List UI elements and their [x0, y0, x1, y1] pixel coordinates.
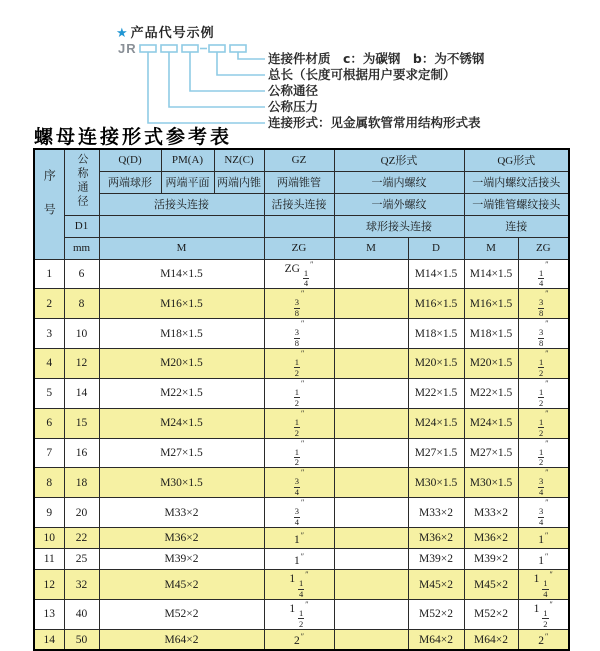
table-row — [34, 570, 569, 600]
zg-thread-cell: $\frac{3}{4}$ ″ — [264, 498, 334, 528]
zg-thread-cell: $\frac{1}{2}$ ″ — [264, 438, 334, 468]
table-row — [34, 468, 569, 498]
m-thread-cell: M64×2 — [99, 629, 264, 650]
qz-m-cell — [334, 629, 408, 650]
qg-m-cell: M24×1.5 — [464, 408, 518, 438]
header-thread-qz-d: D — [408, 237, 464, 259]
header-conn-qz: 一端外螺纹 — [334, 193, 464, 215]
header-type-qz: 一端内螺纹 — [334, 171, 464, 193]
qz-d-cell: M18×1.5 — [408, 319, 464, 349]
header-group-qz: QZ形式 — [334, 149, 464, 171]
qg-m-cell: M27×1.5 — [464, 438, 518, 468]
qz-m-cell — [334, 599, 408, 629]
label-connection: 连接形式：见金属软管常用结构形式表 — [268, 115, 481, 130]
qg-m-cell: M64×2 — [464, 629, 518, 650]
diagram-title-text: 产品代号示例 — [130, 26, 215, 41]
header-blank-1 — [99, 215, 264, 237]
header-row-3 — [34, 193, 569, 215]
dn-mm-cell: 14 — [64, 378, 99, 408]
lead-line-connection — [148, 52, 265, 123]
label-diameter: 公称通径 — [268, 83, 319, 98]
qz-m-cell — [334, 549, 408, 570]
qz-m-cell — [334, 259, 408, 289]
m-thread-cell: M36×2 — [99, 528, 264, 549]
dn-mm-cell: 16 — [64, 438, 99, 468]
row-no-cell: 13 — [34, 599, 64, 629]
nut-connection-reference-table — [33, 148, 570, 651]
lead-line-length — [217, 52, 265, 75]
dn-mm-cell: 15 — [64, 408, 99, 438]
qz-d-cell: M33×2 — [408, 498, 464, 528]
header-index-label: 序号 — [42, 168, 57, 237]
row-no-cell: 14 — [34, 629, 64, 650]
qg-zg-cell: 1 $\frac{1}{4}$ ″ — [518, 570, 569, 600]
dn-mm-cell: 10 — [64, 319, 99, 349]
qg-m-cell: M39×2 — [464, 549, 518, 570]
header-thread-qz-m: M — [334, 237, 408, 259]
header-conn2-qz: 球形接头连接 — [334, 215, 464, 237]
zg-thread-cell: $\frac{3}{4}$ ″ — [264, 468, 334, 498]
qz-d-cell: M30×1.5 — [408, 468, 464, 498]
qg-zg-cell: $\frac{1}{2}$ ″ — [518, 438, 569, 468]
qz-m-cell — [334, 289, 408, 319]
table-row — [34, 599, 569, 629]
dn-mm-cell: 40 — [64, 599, 99, 629]
label-length: 总长（长度可根据用户要求定制） — [268, 67, 456, 82]
qz-d-cell: M24×1.5 — [408, 408, 464, 438]
qz-d-cell: M22×1.5 — [408, 378, 464, 408]
zg-thread-cell: $\frac{3}{8}$ ″ — [264, 319, 334, 349]
header-group-qg: QG形式 — [464, 149, 569, 171]
qz-d-cell: M16×1.5 — [408, 289, 464, 319]
qg-m-cell: M16×1.5 — [464, 289, 518, 319]
row-no-cell: 2 — [34, 289, 64, 319]
header-d1: D1 — [64, 215, 99, 237]
qg-zg-cell: 2″ — [518, 629, 569, 650]
qz-m-cell — [334, 319, 408, 349]
header-row-5 — [34, 237, 569, 259]
m-thread-cell: M27×1.5 — [99, 438, 264, 468]
row-no-cell: 5 — [34, 378, 64, 408]
qg-zg-cell: $\frac{3}{8}$ ″ — [518, 289, 569, 319]
table-row — [34, 289, 569, 319]
diagram-title — [116, 22, 215, 41]
qg-m-cell: M20×1.5 — [464, 349, 518, 379]
code-box-1 — [140, 45, 156, 52]
table-row — [34, 528, 569, 549]
label-pressure: 公称压力 — [268, 99, 319, 114]
qg-zg-cell: 1″ — [518, 528, 569, 549]
dn-mm-cell: 22 — [64, 528, 99, 549]
zg-thread-cell: 1 $\frac{1}{2}$ ″ — [264, 599, 334, 629]
header-index — [34, 149, 64, 259]
qg-m-cell: M45×2 — [464, 570, 518, 600]
qz-m-cell — [334, 349, 408, 379]
table-row — [34, 629, 569, 650]
qg-m-cell: M18×1.5 — [464, 319, 518, 349]
code-box-5 — [230, 45, 246, 52]
table-row — [34, 259, 569, 289]
qg-zg-cell: $\frac{3}{4}$ ″ — [518, 498, 569, 528]
header-blank-2 — [264, 215, 334, 237]
zg-thread-cell: $\frac{1}{2}$ ″ — [264, 408, 334, 438]
row-no-cell: 10 — [34, 528, 64, 549]
header-row-1 — [34, 149, 569, 171]
table-row — [34, 319, 569, 349]
qg-zg-cell: $\frac{3}{4}$ ″ — [518, 468, 569, 498]
label-material: 连接件材质 c：为碳钢 b：为不锈钢 — [268, 51, 485, 66]
table-title: 螺母连接形式参考表 — [34, 126, 233, 148]
qg-m-cell: M52×2 — [464, 599, 518, 629]
header-unit: mm — [64, 237, 99, 259]
m-thread-cell: M22×1.5 — [99, 378, 264, 408]
lead-line-diameter — [190, 52, 265, 91]
header-type-qd: 两端球形 — [99, 171, 161, 193]
qg-m-cell: M33×2 — [464, 498, 518, 528]
row-no-cell: 1 — [34, 259, 64, 289]
row-no-cell: 7 — [34, 438, 64, 468]
qz-d-cell: M39×2 — [408, 549, 464, 570]
zg-thread-cell: $\frac{3}{8}$ ″ — [264, 289, 334, 319]
qg-zg-cell: 1″ — [518, 549, 569, 570]
row-no-cell: 12 — [34, 570, 64, 600]
table-row — [34, 349, 569, 379]
header-row-2 — [34, 171, 569, 193]
dn-mm-cell: 12 — [64, 349, 99, 379]
header-dn — [64, 149, 99, 215]
m-thread-cell: M52×2 — [99, 599, 264, 629]
header-conn-union: 活接头连接 — [99, 193, 264, 215]
code-box-2 — [161, 45, 177, 52]
qz-d-cell: M36×2 — [408, 528, 464, 549]
table-row — [34, 378, 569, 408]
qz-m-cell — [334, 408, 408, 438]
m-thread-cell: M33×2 — [99, 498, 264, 528]
m-thread-cell: M20×1.5 — [99, 349, 264, 379]
code-prefix: JR — [118, 41, 137, 56]
qz-m-cell — [334, 468, 408, 498]
row-no-cell: 3 — [34, 319, 64, 349]
m-thread-cell: M30×1.5 — [99, 468, 264, 498]
qz-m-cell — [334, 378, 408, 408]
qg-m-cell: M22×1.5 — [464, 378, 518, 408]
qz-m-cell — [334, 528, 408, 549]
qz-d-cell: M45×2 — [408, 570, 464, 600]
m-thread-cell: M45×2 — [99, 570, 264, 600]
row-no-cell: 11 — [34, 549, 64, 570]
qg-zg-cell: $\frac{1}{2}$ ″ — [518, 349, 569, 379]
qz-m-cell — [334, 438, 408, 468]
code-box-4 — [209, 45, 225, 52]
header-group-nz: NZ(C) — [214, 149, 264, 171]
code-box-3 — [182, 45, 198, 52]
header-thread-zg: ZG — [264, 237, 334, 259]
header-type-nz: 两端内锥 — [214, 171, 264, 193]
header-thread-qg-zg: ZG — [518, 237, 569, 259]
zg-thread-cell: 2″ — [264, 629, 334, 650]
dn-mm-cell: 32 — [64, 570, 99, 600]
zg-thread-cell: 1 $\frac{1}{4}$ ″ — [264, 570, 334, 600]
header-dn-label: 公称通径 — [76, 152, 88, 209]
dn-mm-cell: 6 — [64, 259, 99, 289]
dn-mm-cell: 50 — [64, 629, 99, 650]
table-row — [34, 498, 569, 528]
qg-m-cell: M36×2 — [464, 528, 518, 549]
m-thread-cell: M16×1.5 — [99, 289, 264, 319]
qz-m-cell — [334, 498, 408, 528]
table-row — [34, 549, 569, 570]
header-type-pm: 两端平面 — [161, 171, 214, 193]
qz-d-cell: M14×1.5 — [408, 259, 464, 289]
qz-d-cell: M20×1.5 — [408, 349, 464, 379]
table-body — [34, 149, 569, 650]
qz-m-cell — [334, 570, 408, 600]
qg-zg-cell: $\frac{1}{2}$ ″ — [518, 378, 569, 408]
qz-d-cell: M52×2 — [408, 599, 464, 629]
dn-mm-cell: 25 — [64, 549, 99, 570]
dn-mm-cell: 20 — [64, 498, 99, 528]
zg-thread-cell: $\frac{1}{2}$ ″ — [264, 378, 334, 408]
star-icon: ★ — [116, 26, 129, 41]
table-row — [34, 438, 569, 468]
m-thread-cell: M14×1.5 — [99, 259, 264, 289]
row-no-cell: 9 — [34, 498, 64, 528]
header-group-qd: Q(D) — [99, 149, 161, 171]
header-type-gz: 两端锥管 — [264, 171, 334, 193]
table-row — [34, 408, 569, 438]
m-thread-cell: M18×1.5 — [99, 319, 264, 349]
header-thread-m: M — [99, 237, 264, 259]
dn-mm-cell: 18 — [64, 468, 99, 498]
qg-zg-cell: $\frac{1}{2}$ ″ — [518, 408, 569, 438]
header-group-pm: PM(A) — [161, 149, 214, 171]
row-no-cell: 6 — [34, 408, 64, 438]
header-conn2-qg: 连接 — [464, 215, 569, 237]
header-type-qg: 一端内螺纹活接头 — [464, 171, 569, 193]
dn-mm-cell: 8 — [64, 289, 99, 319]
row-no-cell: 8 — [34, 468, 64, 498]
m-thread-cell: M39×2 — [99, 549, 264, 570]
header-row-4 — [34, 215, 569, 237]
m-thread-cell: M24×1.5 — [99, 408, 264, 438]
zg-thread-cell: $\frac{1}{2}$ ″ — [264, 349, 334, 379]
qg-m-cell: M30×1.5 — [464, 468, 518, 498]
zg-thread-cell: 1″ — [264, 549, 334, 570]
qz-d-cell: M27×1.5 — [408, 438, 464, 468]
zg-thread-cell: ZG $\frac{1}{4}$ ″ — [264, 259, 334, 289]
qz-d-cell: M64×2 — [408, 629, 464, 650]
row-no-cell: 4 — [34, 349, 64, 379]
zg-thread-cell: 1″ — [264, 528, 334, 549]
qg-zg-cell: 1 $\frac{1}{2}$ ″ — [518, 599, 569, 629]
header-thread-qg-m: M — [464, 237, 518, 259]
qg-zg-cell: $\frac{3}{8}$ ″ — [518, 319, 569, 349]
header-conn-qg: 一端锥管螺纹接头 — [464, 193, 569, 215]
lead-line-material — [238, 52, 265, 59]
header-group-gz: GZ — [264, 149, 334, 171]
qg-zg-cell: $\frac{1}{4}$ ″ — [518, 259, 569, 289]
qg-m-cell: M14×1.5 — [464, 259, 518, 289]
header-conn-gz: 活接头连接 — [264, 193, 334, 215]
